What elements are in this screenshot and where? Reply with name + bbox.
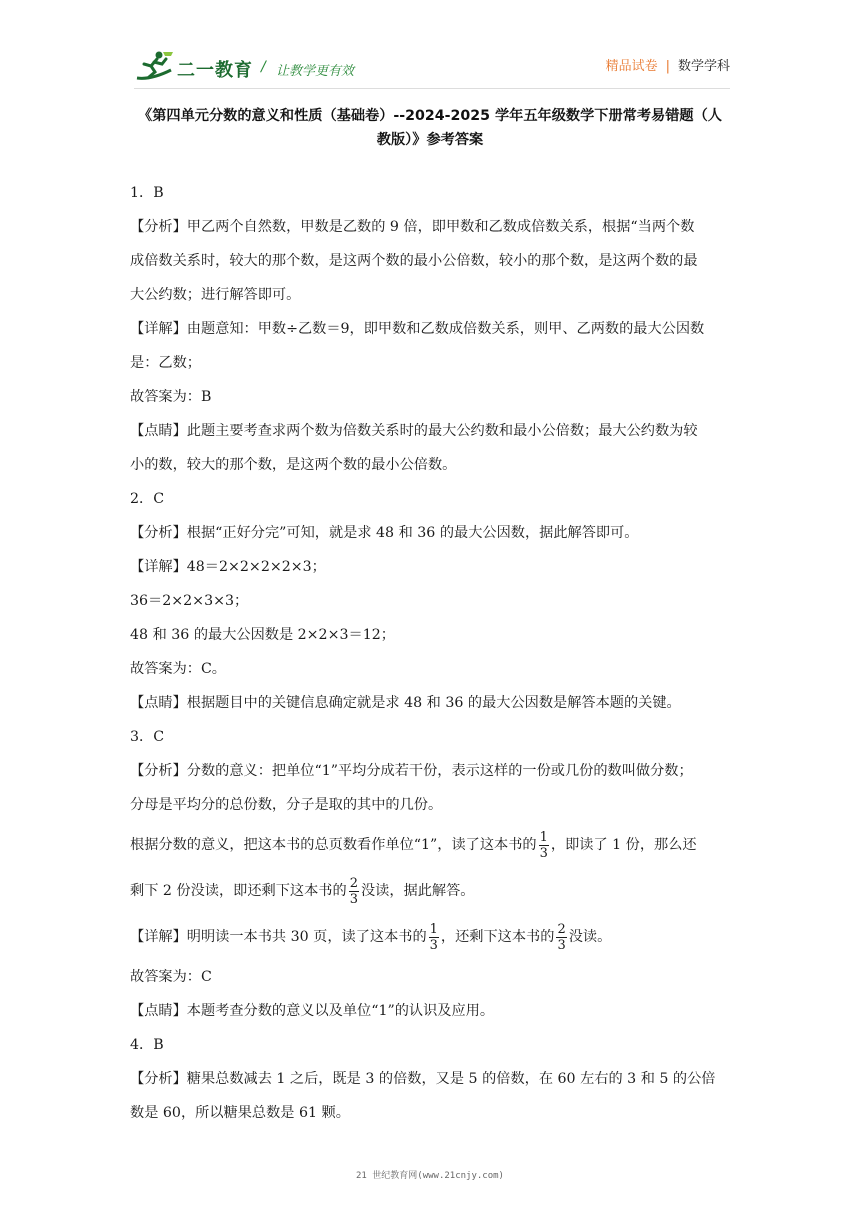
q3-text: ，还剩下这本书的 <box>440 929 555 945</box>
q2-line: 36＝2×2×3×3； <box>130 593 249 609</box>
q3-line: 【分析】分数的意义：把单位“1”平均分成若干份，表示这样的一份或几份的数叫做分数； <box>130 763 693 779</box>
header-rule <box>134 88 730 89</box>
q1-line: 【分析】甲乙两个自然数，甲数是乙数的 9 倍，即甲数和乙数成倍数关系，根据“当两个数 <box>130 219 695 235</box>
q2-line: 【详解】48＝2×2×2×2×3； <box>130 559 326 575</box>
q3-text: 根据分数的意义，把这本书的总页数看作单位“1”，读了这本书的 <box>130 837 537 853</box>
question-3-number: 3．C <box>130 729 165 745</box>
logo-text: 二一教育 <box>177 60 253 81</box>
page-footer: 21 世纪教育网(www.21cnjy.com) <box>356 1171 504 1181</box>
numerator: 2 <box>349 875 358 891</box>
fraction-one-third <box>539 830 549 861</box>
logo <box>135 50 375 84</box>
title-line-2: 教版）》参考答案 <box>376 132 484 148</box>
q3-text: 没读，据此解答。 <box>360 883 475 899</box>
q4-line: 数是 60，所以糖果总数是 61 颗。 <box>130 1105 350 1121</box>
page-header <box>130 44 730 90</box>
q3-text: 剩下 2 份没读，即还剩下这本书的 <box>130 883 347 899</box>
q3-line <box>130 868 736 914</box>
q3-line: 分母是平均分的总份数，分子是取的其中的几份。 <box>130 797 443 813</box>
q2-line: 48 和 36 的最大公因数是 2×2×3＝12； <box>130 627 395 643</box>
document-title <box>120 104 740 152</box>
fraction-two-thirds <box>556 922 566 953</box>
title-line-1: 《第四单元分数的意义和性质（基础卷）--2024-2025 学年五年级数学下册常考易错题（人 <box>138 108 722 124</box>
denominator: 3 <box>349 891 358 907</box>
slogan-separator: / <box>261 59 266 75</box>
runner-logo-icon <box>135 50 175 82</box>
numerator: 2 <box>557 921 566 937</box>
numerator: 1 <box>539 829 548 845</box>
denominator: 3 <box>557 937 566 953</box>
header-right <box>606 55 730 74</box>
slogan: 让教学更有效 <box>276 64 355 79</box>
q1-line: 【详解】由题意知：甲数÷乙数＝9，即甲数和乙数成倍数关系，则甲、乙两数的最大公因数 <box>130 321 705 337</box>
q3-text: 【详解】明明读一本书共 30 页，读了这本书的 <box>130 929 427 945</box>
fraction-two-thirds <box>349 876 359 907</box>
question-4-number: 4．B <box>130 1037 164 1053</box>
q1-line: 【点睛】此题主要考查求两个数为倍数关系时的最大公约数和最小公倍数；最大公约数为较 <box>130 423 698 439</box>
q1-line: 成倍数关系时，较大的那个数，是这两个数的最小公倍数，较小的那个数，是这两个数的最 <box>130 253 698 269</box>
answer-content <box>130 176 736 1130</box>
q1-line: 大公约数；进行解答即可。 <box>130 287 301 303</box>
denominator: 3 <box>539 845 548 861</box>
q3-line: 【点睛】本题考查分数的意义以及单位“1”的认识及应用。 <box>130 1003 495 1019</box>
q1-line: 是：乙数； <box>130 355 201 371</box>
q4-line: 【分析】糖果总数减去 1 之后，既是 3 的倍数，又是 5 的倍数，在 60 左右的 3 和 5 的公倍 <box>130 1071 716 1087</box>
q1-line: 小的数，较大的那个数，是这两个数的最小公倍数。 <box>130 457 457 473</box>
denominator: 3 <box>429 937 438 953</box>
numerator: 1 <box>429 921 438 937</box>
q1-line: 故答案为：B <box>130 389 212 405</box>
question-1-number: 1．B <box>130 185 164 201</box>
q3-line <box>130 914 736 960</box>
header-divider: | <box>665 59 670 74</box>
q2-line: 故答案为：C。 <box>130 661 226 677</box>
brand-label: 精品试卷 <box>605 59 658 74</box>
question-2-number: 2．C <box>130 491 165 507</box>
q3-line: 故答案为：C <box>130 969 212 985</box>
q2-line: 【分析】根据“正好分完”可知，就是求 48 和 36 的最大公因数，据此解答即可。 <box>130 525 639 541</box>
subject-label: 数学学科 <box>677 59 730 74</box>
fraction-one-third <box>429 922 439 953</box>
q3-text: 没读。 <box>568 929 612 945</box>
q2-line: 【点睛】根据题目中的关键信息确定就是求 48 和 36 的最大公因数是解答本题的关键。 <box>130 695 681 711</box>
q3-line <box>130 822 736 868</box>
q3-text: ，即读了 1 份，那么还 <box>550 837 697 853</box>
